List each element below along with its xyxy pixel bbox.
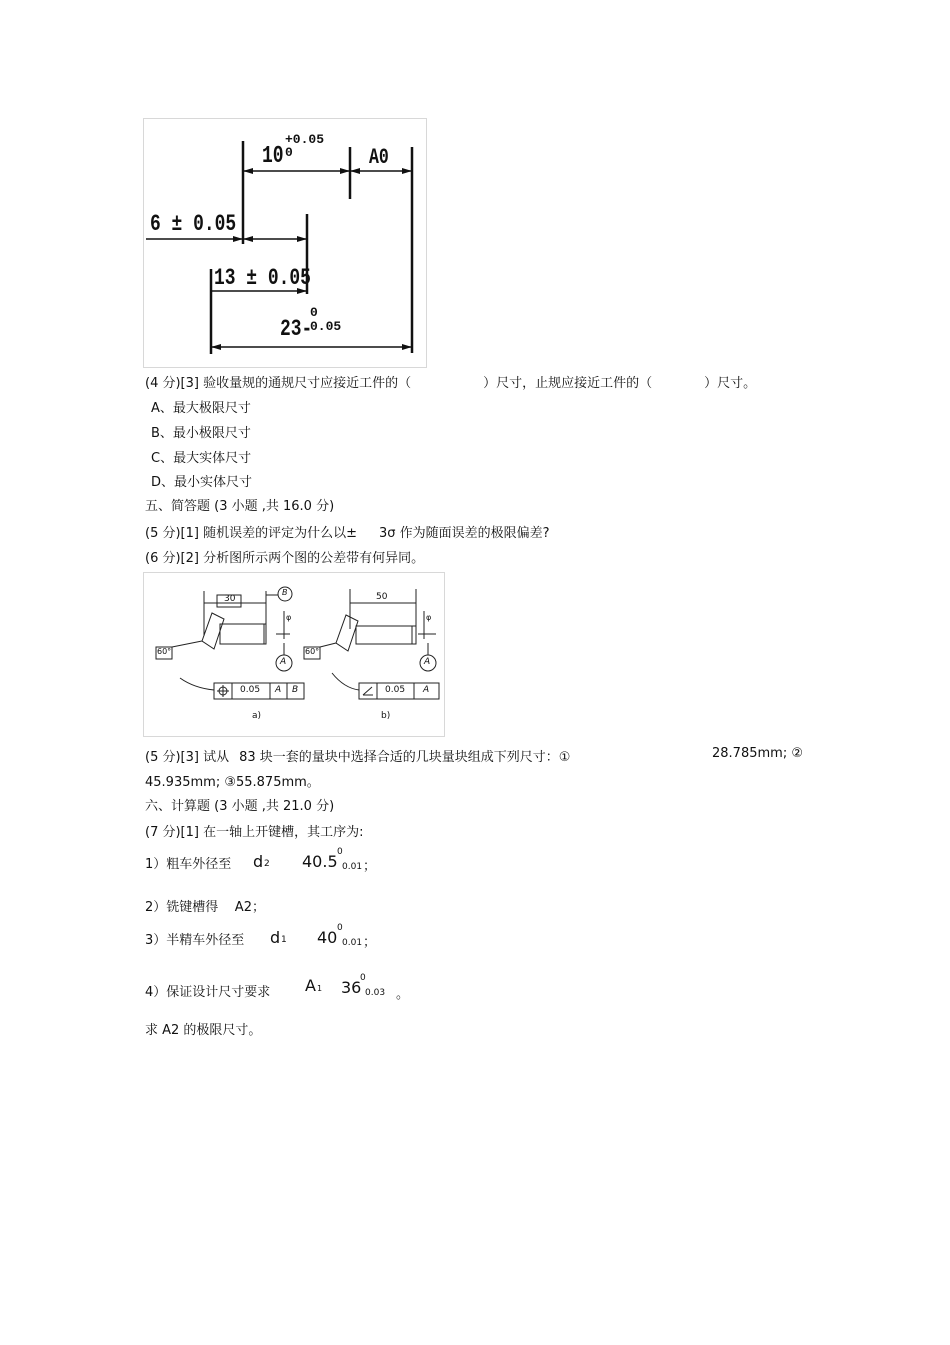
q6-1-intro: (7 分)[1] 在一轴上开键槽，其工序为:: [145, 825, 364, 840]
dim-top-left: 10: [262, 143, 284, 170]
step-3: 3）半精车外径至 d 1 40 0 0.01 ；: [145, 923, 377, 950]
fig2-a-tol: 0.05: [240, 685, 261, 695]
fig2-b-ref: A: [423, 685, 430, 695]
dim-top-left-upper: +0.05: [285, 132, 325, 147]
dim-left: 6 ± 0.05: [150, 211, 237, 237]
option-a: A、最大极限尺寸: [151, 401, 251, 416]
dim-top-left-lower: 0: [285, 145, 293, 160]
fig2-b-tol: 0.05: [385, 685, 406, 695]
fig2-b-dim: 50: [376, 592, 388, 602]
dimension-chain-figure: [143, 118, 427, 368]
option-c: C、最大实体尺寸: [151, 451, 252, 466]
dim-bottom-upper: 0: [310, 305, 318, 320]
tolerance-zone-drawing: [144, 573, 444, 736]
fig2-a-dim: 30: [224, 594, 236, 604]
q5-2: (6 分)[2] 分析图所示两个图的公差带有何异同。: [145, 551, 425, 566]
dim-bottom: 23-: [280, 316, 313, 342]
fig2-caption-b: b): [381, 711, 391, 721]
fig2-b-angle: 60°: [305, 647, 320, 656]
fig2-a-datum-a: A: [280, 657, 287, 667]
option-d: D、最小实体尺寸: [151, 475, 253, 490]
q4-3-stem: (4 分)[3] 验收量规的通规尺寸应接近工件的（ ）尺寸，止规应接近工件的（ ）尺寸。: [145, 376, 757, 391]
fig2-a-datum-b: B: [282, 588, 288, 597]
dim-bottom-lower: 0.05: [310, 319, 342, 334]
fig2-a-angle: 60°: [157, 647, 172, 656]
fig2-b-datum-a: A: [424, 657, 431, 667]
q5-3-line2: 45.935mm; ③55.875mm。: [145, 775, 320, 790]
section-5-heading: 五、简答题 (3 小题 ,共 16.0 分): [145, 499, 335, 514]
step-1: 1）粗车外径至 d 2 40.5 0 0.01 ；: [145, 847, 377, 874]
section-6-heading: 六、计算题 (3 小题 ,共 21.0 分): [145, 799, 335, 814]
step-4: 4）保证设计尺寸要求 A 1 36 0 0.03 。: [145, 973, 410, 1002]
dim-mid: 13 ± 0.05: [214, 265, 311, 291]
fig2-a-ref2: B: [292, 685, 299, 695]
fig2-a-ref1: A: [275, 685, 282, 695]
step-2: 2）铣键槽得 A2；: [145, 900, 265, 915]
q5-3-line1-end: 28.785mm; ②: [712, 746, 803, 761]
q5-1: (5 分)[1] 随机误差的评定为什么以± 3σ 作为随面误差的极限偏差?: [145, 526, 550, 541]
tolerance-zone-figure: [143, 572, 445, 737]
fig2-a-phi: φ: [286, 613, 292, 622]
q6-1-question: 求 A2 的极限尺寸。: [145, 1023, 262, 1038]
fig2-b-phi: φ: [426, 613, 432, 622]
q5-3-line1: (5 分)[3] 试从 83 块一套的量块中选择合适的几块量块组成下列尺寸：①: [145, 750, 571, 765]
fig2-caption-a: a): [252, 711, 262, 721]
option-b: B、最小极限尺寸: [151, 426, 251, 441]
dim-top-right: A0: [369, 145, 389, 170]
